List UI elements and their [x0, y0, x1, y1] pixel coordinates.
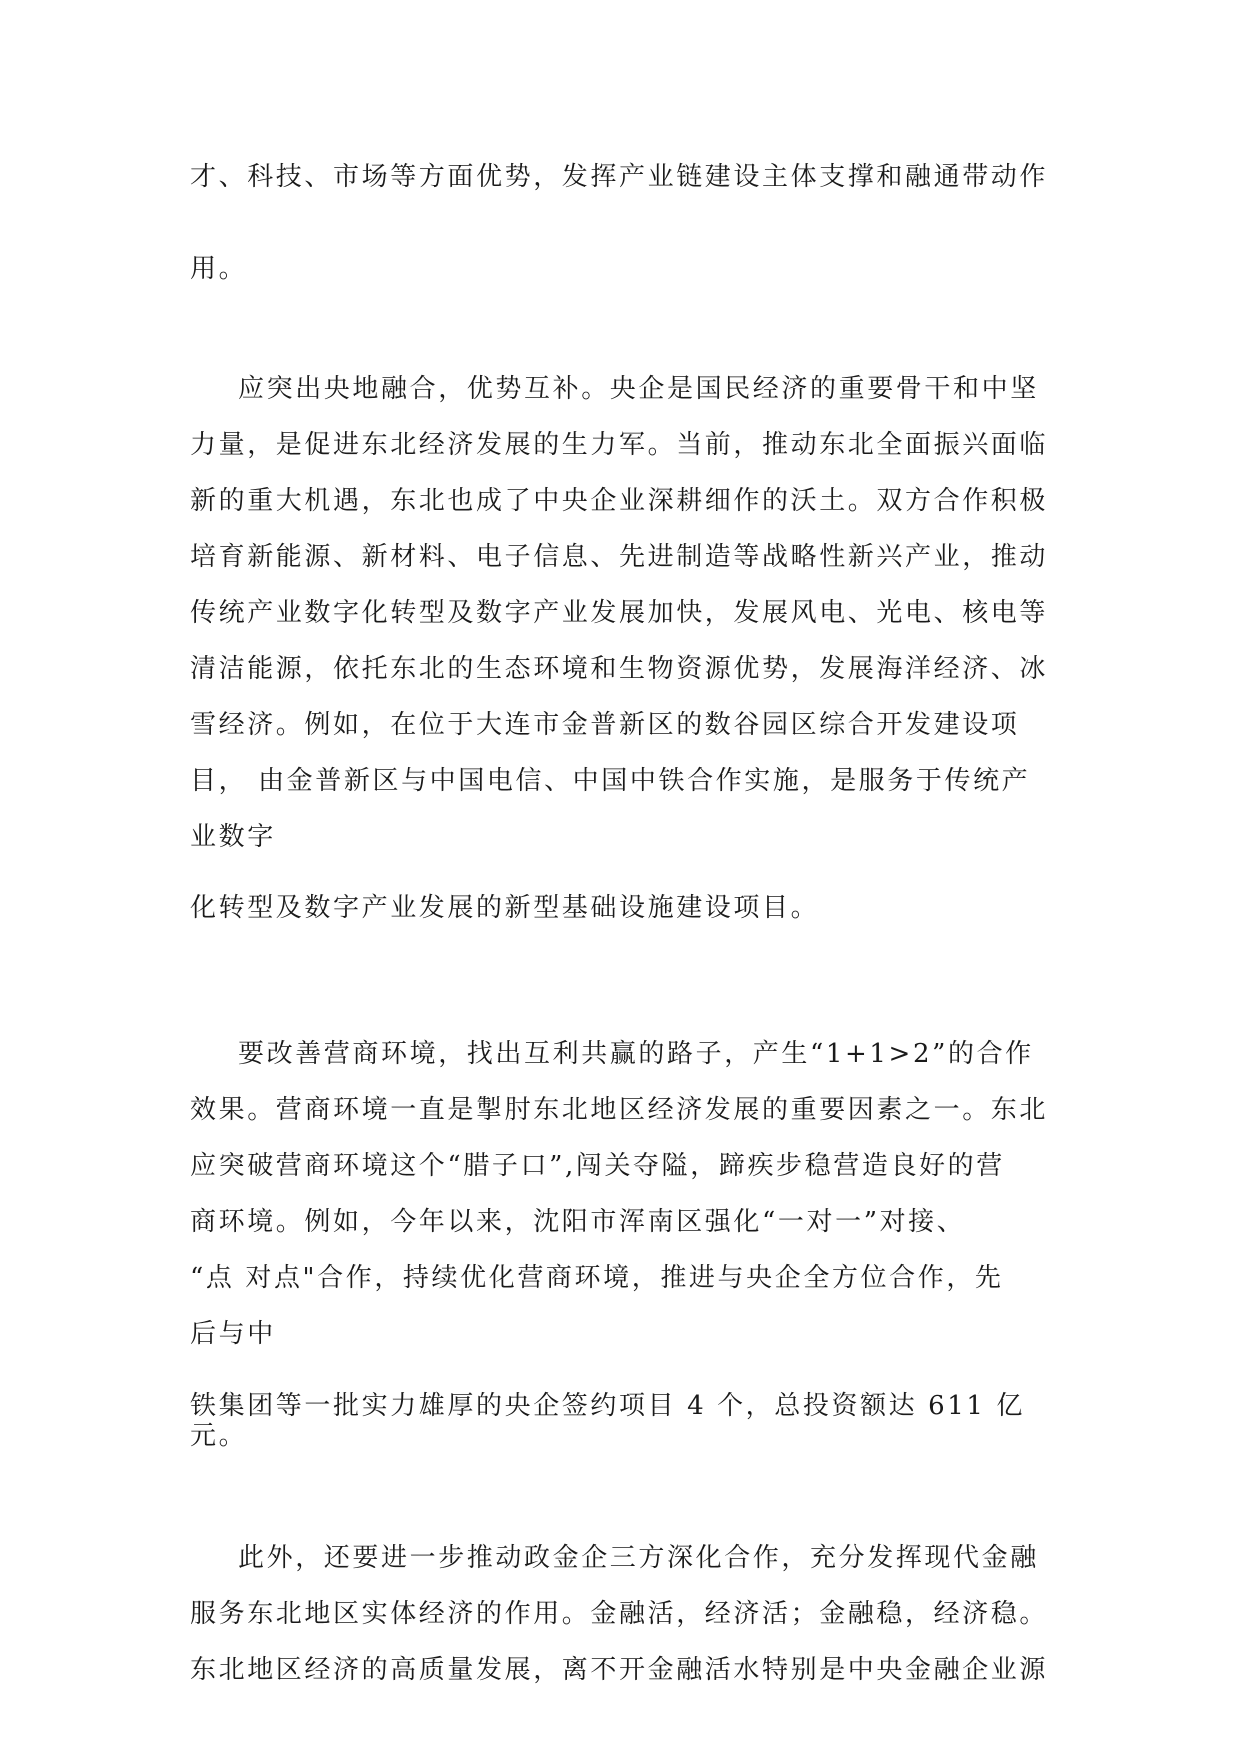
paragraph-3-line-4: 商环境。例如，今年以来，沈阳市浑南区强化“一对一”对接、	[190, 1207, 966, 1237]
paragraph-2-line-8: 目， 由金普新区与中国电信、中国中铁合作实施，是服务于传统产	[190, 766, 1031, 796]
paragraph-4-line-2: 服务东北地区实体经济的作用。金融活，经济活；金融稳，经济稳。	[190, 1599, 1049, 1629]
paragraph-2-line-1: 应突出央地融合，优势互补。央企是国民经济的重要骨干和中坚	[238, 374, 1039, 404]
paragraph-2-line-2: 力量，是促进东北经济发展的生力军。当前，推动东北全面振兴面临	[190, 430, 1049, 460]
paragraph-4-line-1: 此外，还要进一步推动政金企三方深化合作，充分发挥现代金融	[238, 1543, 1039, 1573]
paragraph-4-line-3: 东北地区经济的高质量发展，离不开金融活水特别是中央金融企业源	[190, 1655, 1049, 1685]
paragraph-2-line-9: 业数字	[190, 822, 276, 852]
paragraph-3-line-8: 元。	[190, 1421, 248, 1451]
paragraph-2-line-3: 新的重大机遇，东北也成了中央企业深耕细作的沃土。双方合作积极	[190, 486, 1049, 516]
paragraph-3-line-5: “点 对点"合作，持续优化营商环境，推进与央企全方位合作，先	[190, 1263, 1004, 1293]
paragraph-3-line-3: 应突破营商环境这个“腊子口”,闯关夺隘，蹄疾步稳营造良好的营	[190, 1151, 1005, 1181]
paragraph-2-line-5: 传统产业数字化转型及数字产业发展加快，发展风电、光电、核电等	[190, 598, 1049, 628]
paragraph-2-line-7: 雪经济。例如，在位于大连市金普新区的数谷园区综合开发建设项	[190, 710, 1020, 740]
paragraph-2-line-10: 化转型及数字产业发展的新型基础设施建设项目。	[190, 893, 820, 923]
paragraph-3-line-6: 后与中	[190, 1319, 276, 1349]
paragraph-2-line-4: 培育新能源、新材料、电子信息、先进制造等战略性新兴产业，推动	[190, 542, 1049, 572]
paragraph-3-line-2: 效果。营商环境一直是掣肘东北地区经济发展的重要因素之一。东北	[190, 1095, 1049, 1125]
paragraph-2-line-6: 清洁能源，依托东北的生态环境和生物资源优势，发展海洋经济、冰	[190, 654, 1049, 684]
paragraph-3-line-1: 要改善营商环境，找出互利共赢的路子，产生“1+1>2”的合作	[238, 1039, 1034, 1069]
paragraph-1-line-2: 用。	[190, 254, 248, 284]
paragraph-1-line-1: 才、科技、市场等方面优势，发挥产业链建设主体支撑和融通带动作	[190, 162, 1049, 192]
paragraph-3-line-7: 铁集团等一批实力雄厚的央企签约项目 4 个，总投资额达 611 亿	[190, 1391, 1026, 1421]
